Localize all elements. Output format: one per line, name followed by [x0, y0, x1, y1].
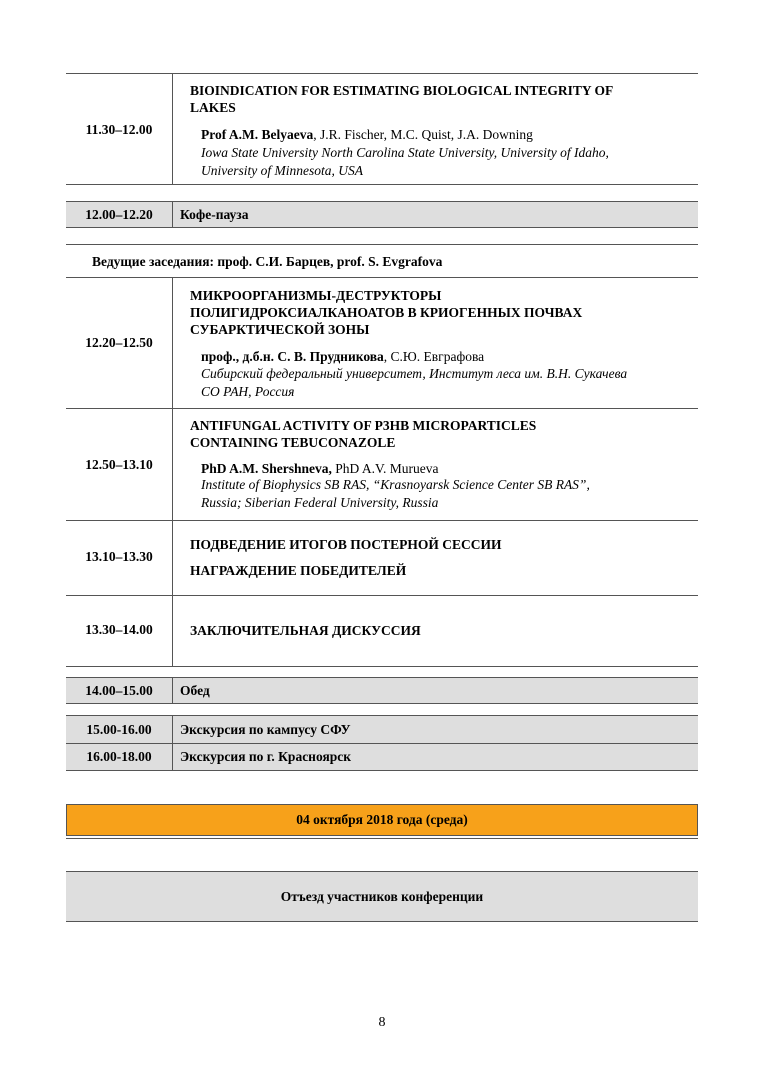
session-affiliation: Institute of Biophysics SB RAS, “Krasnoyarsk Science Center SB RAS”, Russia; Siberian Federal University, Russia — [201, 477, 590, 510]
session-title: BIOINDICATION FOR ESTIMATING BIOLOGICAL INTEGRITY OF LAKES — [190, 83, 614, 115]
rule — [66, 408, 698, 409]
column-divider — [172, 277, 173, 666]
co-authors: PhD A.V. Murueva — [331, 461, 439, 476]
break-row — [66, 201, 698, 228]
main-author: проф., д.б.н. С. В. Прудникова — [201, 349, 384, 364]
session-title: МИКРООРГАНИЗМЫ-ДЕСТРУКТОРЫ ПОЛИГИДРОКСИАЛКАНОАТОВ В КРИОГЕННЫХ ПОЧВАХ СУБАРКТИЧЕСКОЙ ЗОНЫ — [190, 288, 583, 337]
session-time: 11.30–12.00 — [85, 122, 153, 137]
tour-label: Экскурсия по кампусу СФУ — [180, 722, 351, 737]
session-time: 12.20–12.50 — [85, 335, 153, 350]
main-author: Prof A.M. Belyaeva — [201, 127, 314, 142]
session-authors — [201, 348, 691, 365]
rule — [66, 595, 698, 596]
rule — [66, 277, 698, 278]
session-title: ПОДВЕДЕНИЕ ИТОГОВ ПОСТЕРНОЙ СЕССИИ — [190, 537, 502, 552]
lunch-time: 14.00–15.00 — [85, 683, 153, 698]
co-authors: , С.Ю. Евграфова — [383, 349, 485, 364]
session-affiliation: Iowa State University North Carolina State University, University of Idaho, University of Minnesota, USA — [201, 145, 609, 178]
co-authors: , J.R. Fischer, M.C. Quist, J.A. Downing — [313, 127, 533, 142]
session-authors — [201, 126, 691, 143]
session-affiliation: Сибирский федеральный университет, Институт леса им. В.Н. Сукачева СО РАН, Россия — [201, 366, 628, 399]
main-author: PhD A.M. Shershneva, — [201, 461, 332, 476]
break-time: 12.00–12.20 — [85, 207, 153, 222]
rule — [66, 184, 698, 185]
session-authors — [201, 460, 691, 477]
lunch-row — [66, 677, 698, 704]
rule — [66, 838, 698, 839]
tour-label: Экскурсия по г. Красноярск — [180, 749, 352, 764]
session-time: 12.50–13.10 — [85, 457, 153, 472]
rule — [66, 244, 698, 245]
rule — [66, 666, 698, 667]
session-title: НАГРАЖДЕНИЕ ПОБЕДИТЕЛЕЙ — [190, 563, 407, 578]
session-title: ANTIFUNGAL ACTIVITY OF P3HB MICROPARTICLES CONTAINING TEBUCONAZOLE — [190, 418, 537, 450]
break-label: Кофе-пауза — [180, 207, 249, 222]
column-divider — [172, 73, 173, 184]
session-chairs: Ведущие заседания: проф. С.И. Барцев, prof. S. Evgrafova — [92, 254, 443, 269]
page-number: 8 — [378, 1015, 386, 1030]
rule — [66, 520, 698, 521]
tour-time: 15.00-16.00 — [86, 722, 152, 737]
session-time: 13.10–13.30 — [85, 549, 153, 564]
lunch-label: Обед — [180, 683, 210, 698]
session-title: ЗАКЛЮЧИТЕЛЬНАЯ ДИСКУССИЯ — [190, 623, 421, 638]
tours-block — [66, 715, 698, 771]
session-time: 13.30–14.00 — [85, 622, 153, 637]
departure-row: Отъезд участников конференции — [66, 871, 698, 922]
day-header: 04 октября 2018 года (среда) — [66, 804, 698, 836]
tour-time: 16.00-18.00 — [86, 749, 152, 764]
rule — [66, 73, 698, 74]
